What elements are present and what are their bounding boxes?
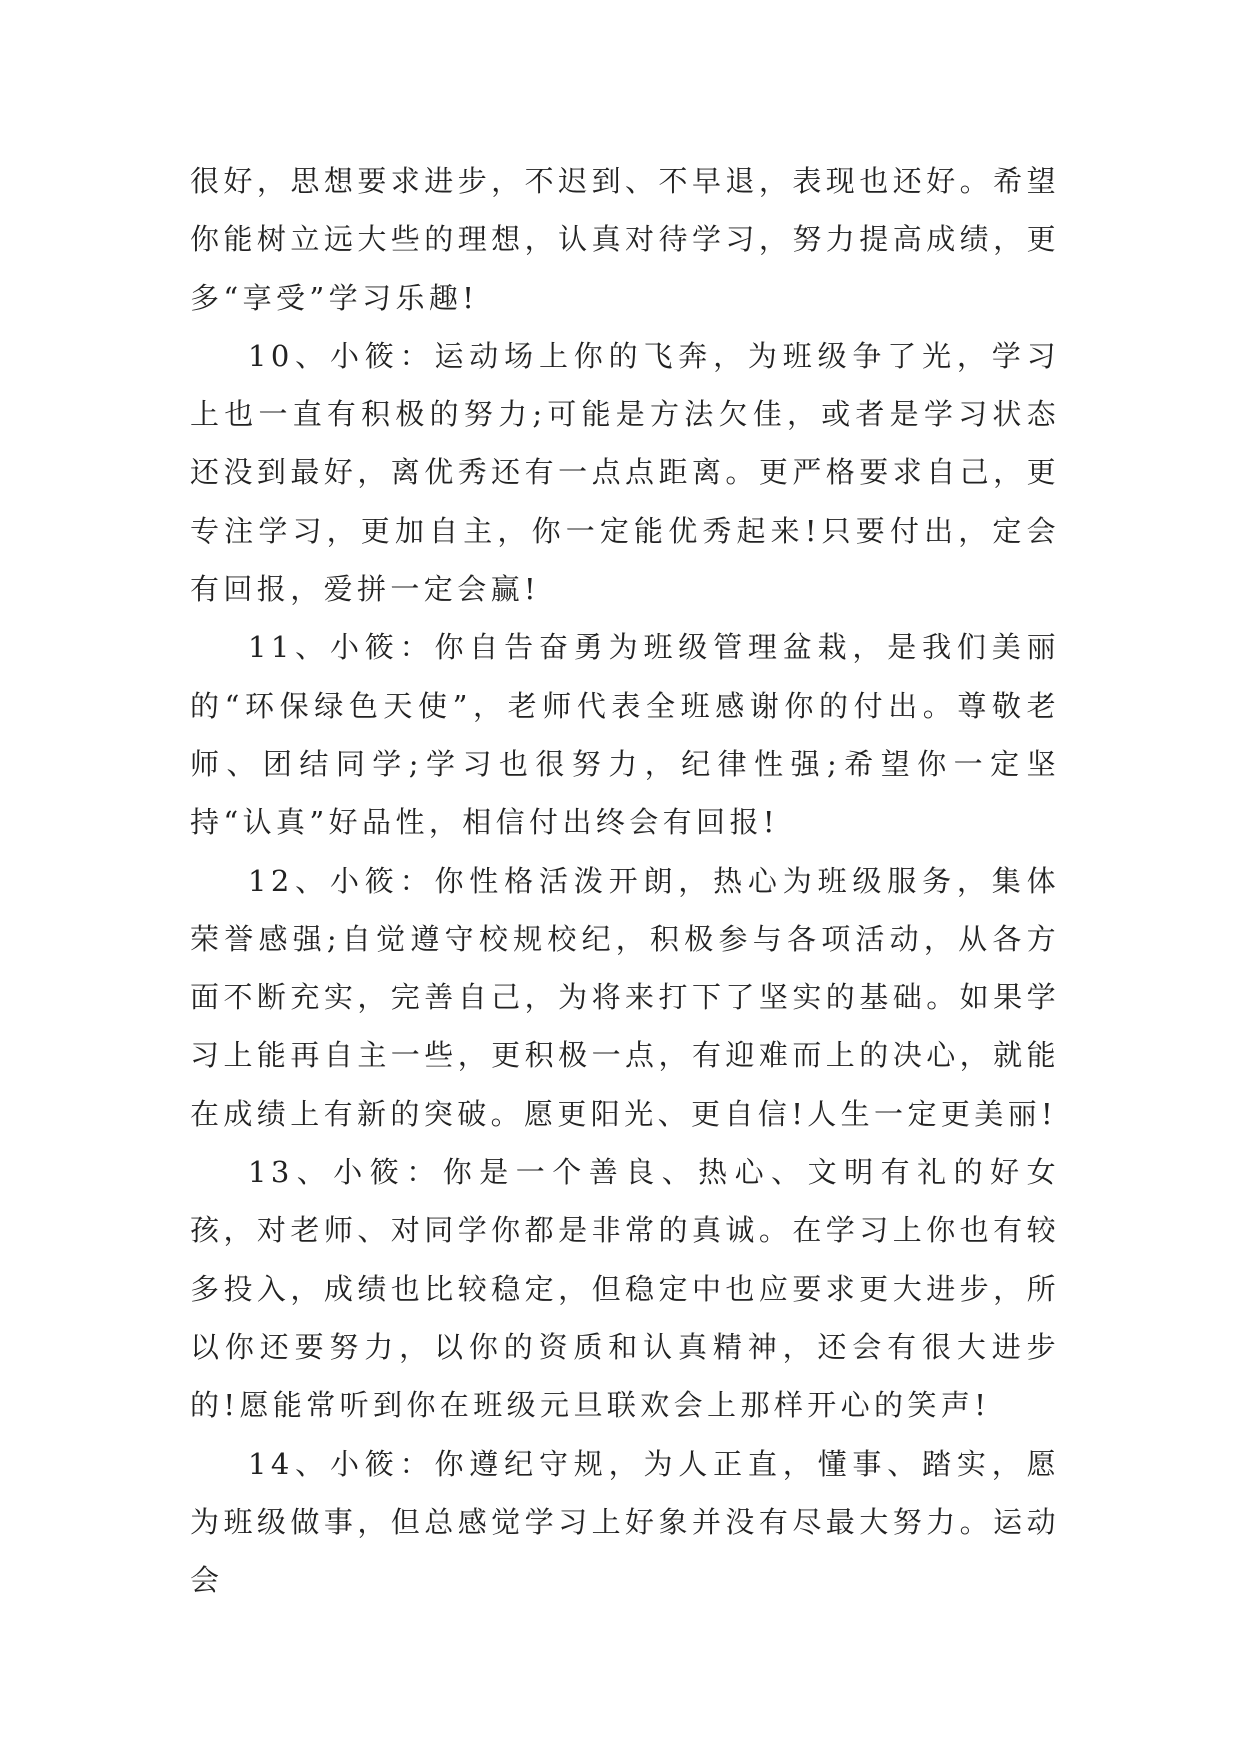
paragraph-14: 14、小筱：你遵纪守规，为人正直，懂事、踏实，愿为班级做事，但总感觉学习上好象并没有尽最大努力。运动会	[190, 1446, 1060, 1598]
paragraph-12: 12、小筱：你性格活泼开朗，热心为班级服务，集体荣誉感强;自觉遵守校规校纪，积极参与各项活动，从各方面不断充实，完善自己，为将来打下了坚实的基础。如果学习上能再自主一些，更积极一点，有迎难而上的决心，就能在成绩上有新的突破。愿更阳光、更自信!人生一定更美丽!	[190, 863, 1060, 1131]
document-body	[190, 152, 1060, 1609]
paragraph-13: 13、小筱：你是一个善良、热心、文明有礼的好女孩，对老师、对同学你都是非常的真诚。在学习上你也有较多投入，成绩也比较稳定，但稳定中也应要求更大进步，所以你还要努力，以你的资质和认真精神，还会有很大进步的!愿能常听到你在班级元旦联欢会上那样开心的笑声!	[190, 1155, 1060, 1423]
paragraph-10: 10、小筱：运动场上你的飞奔，为班级争了光，学习上也一直有积极的努力;可能是方法欠佳，或者是学习状态还没到最好，离优秀还有一点点距离。更严格要求自己，更专注学习，更加自主，你一定能优秀起来!只要付出，定会有回报，爱拼一定会赢!	[190, 338, 1060, 607]
paragraph-11: 11、小筱：你自告奋勇为班级管理盆栽，是我们美丽的“环保绿色天使”，老师代表全班感谢你的付出。尊敬老师、团结同学;学习也很努力，纪律性强;希望你一定坚持“认真”好品性，相信付出终会有回报!	[190, 630, 1060, 840]
paragraph-9-continued: 很好，思想要求进步，不迟到、不早退，表现也还好。希望你能树立远大些的理想，认真对待学习，努力提高成绩，更多“享受”学习乐趣!	[190, 164, 1060, 315]
